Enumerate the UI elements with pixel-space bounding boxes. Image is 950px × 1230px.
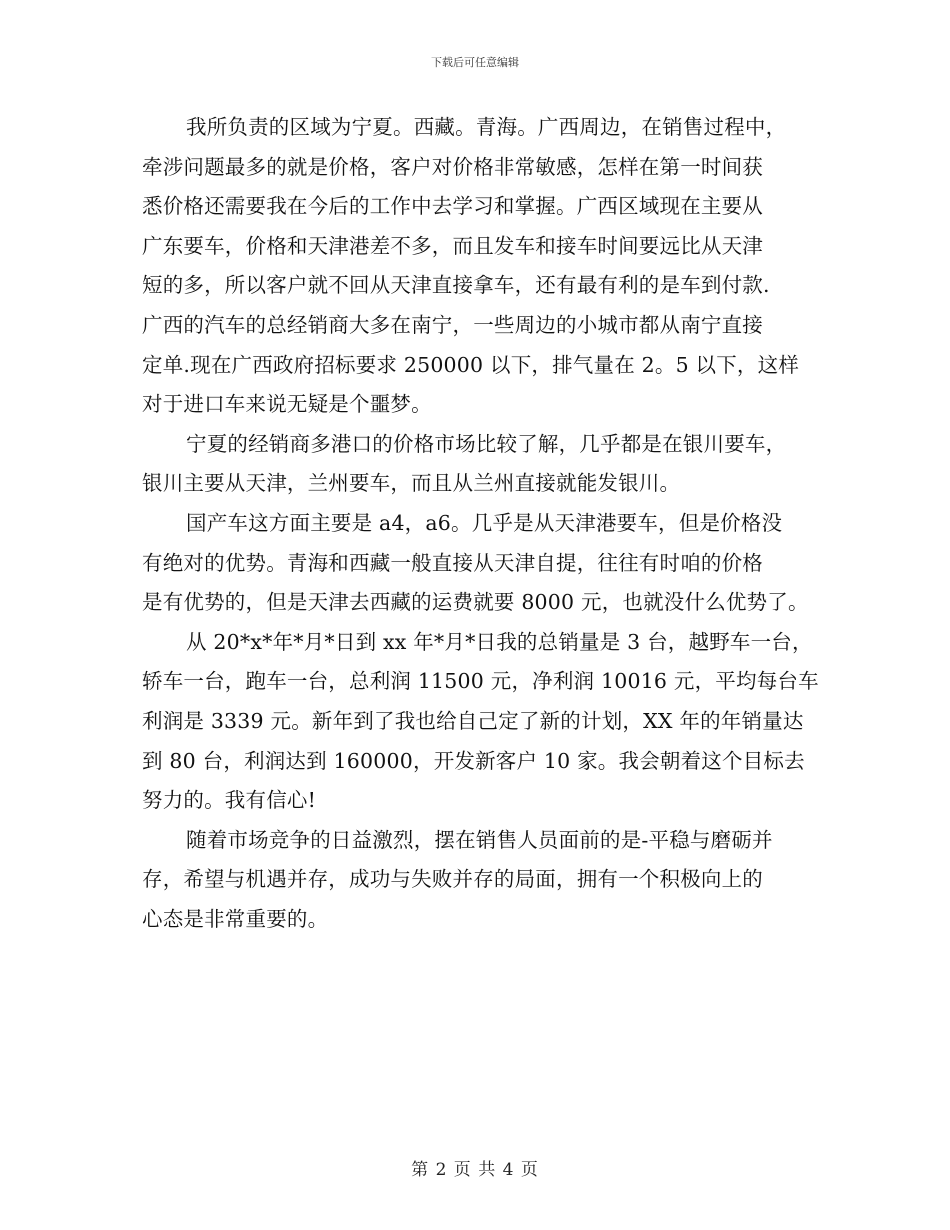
text-line: 宁夏的经销商多港口的价格市场比较了解，几乎都是在银川要车， xyxy=(186,431,787,456)
text-line: 轿车一台，跑车一台，总利润 11500 元，净利润 10016 元，平均每台车 xyxy=(142,669,819,694)
document-body xyxy=(142,108,822,939)
text-line: 利润是 3339 元。新年到了我也给自己定了新的计划，XX 年的年销量达 xyxy=(142,708,804,733)
text-line: 到 80 台，利润达到 160000，开发新客户 10 家。我会朝着这个目标去 xyxy=(142,748,805,773)
text-line: 有绝对的优势。青海和西藏一般直接从天津自提，往往有时咱的价格 xyxy=(142,550,763,575)
page-number: 第 2 页 共 4 页 xyxy=(411,1160,539,1180)
text-line: 是有优势的，但是天津去西藏的运费就要 8000 元，也就没什么优势了。 xyxy=(142,590,809,615)
page-header: 下载后可任意编辑 xyxy=(431,56,519,69)
text-line: 心态是非常重要的。 xyxy=(142,906,329,931)
text-line: 努力的。我有信心! xyxy=(142,788,317,813)
text-line: 存，希望与机遇并存，成功与失败并存的局面，拥有一个积极向上的 xyxy=(142,867,763,892)
text-line: 广西的汽车的总经销商大多在南宁，一些周边的小城市都从南宁直接 xyxy=(142,312,763,337)
text-line: 从 20*x*年*月*日到 xx 年*月*日我的总销量是 3 台，越野车一台， xyxy=(186,629,813,654)
text-line: 银川主要从天津，兰州要车，而且从兰州直接就能发银川。 xyxy=(142,471,681,496)
text-line: 悉价格还需要我在今后的工作中去学习和掌握。广西区域现在主要从 xyxy=(142,194,763,219)
text-line: 广东要车，价格和天津港差不多，而且发车和接车时间要远比从天津 xyxy=(142,233,763,258)
text-line: 我所负责的区域为宁夏。西藏。青海。广西周边，在销售过程中， xyxy=(186,115,787,139)
text-line: 对于进口车来说无疑是个噩梦。 xyxy=(142,392,432,417)
text-line: 国产车这方面主要是 a4，a6。几乎是从天津港要车，但是价格没 xyxy=(186,510,783,535)
text-line: 定单.现在广西政府招标要求 250000 以下，排气量在 2。5 以下，这样 xyxy=(142,352,800,377)
text-line: 随着市场竞争的日益激烈，摆在销售人员面前的是-平稳与磨砺并 xyxy=(186,827,773,852)
text-line: 短的多，所以客户就不回从天津直接拿车，还有最有利的是车到付款. xyxy=(142,273,770,298)
text-line: 牵涉问题最多的就是价格，客户对价格非常敏感，怎样在第一时间获 xyxy=(142,154,763,179)
